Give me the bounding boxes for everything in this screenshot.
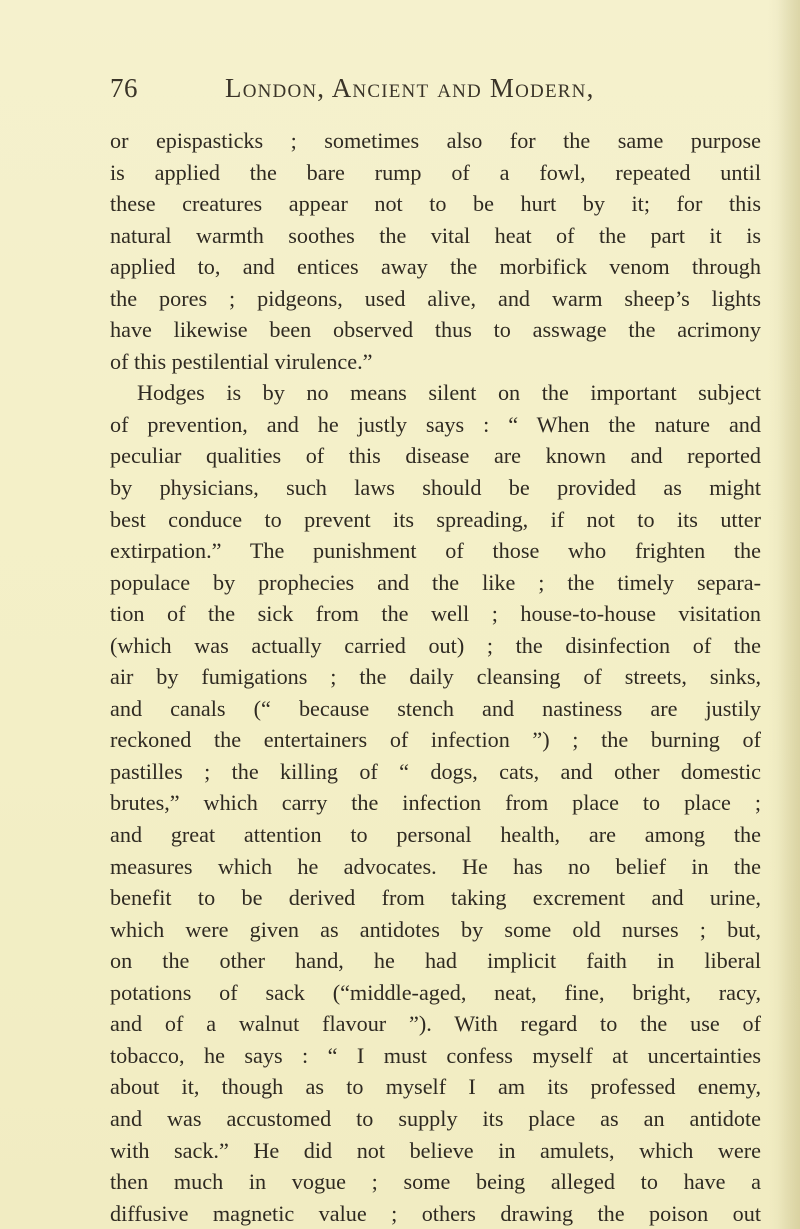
running-title: London, Ancient and Modern, (225, 73, 595, 103)
text-line: reckoned the entertainers of infection ”) ; the burning of (110, 727, 761, 753)
text-line: populace by prophecies and the like ; the timely separa- (110, 569, 761, 595)
page-number: 76 (110, 73, 138, 103)
text-line: best conduce to prevent its spreading, if not to its utter (110, 506, 761, 532)
text-line: and of a walnut flavour ”). With regard to the use of (110, 1011, 761, 1037)
text-line: brutes,” which carry the infection from place to place ; (110, 790, 761, 816)
text-line: diffusive magnetic value ; others drawing the poison out (110, 1200, 761, 1226)
page-header (110, 73, 770, 113)
text-line: and was accustomed to supply its place as an antidote (110, 1105, 761, 1131)
text-line: pastilles ; the killing of “ dogs, cats, and other domestic (110, 758, 761, 784)
text-line: tion of the sick from the well ; house-to-house visitation (110, 601, 761, 627)
text-line: and great attention to personal health, are among the (110, 822, 761, 848)
text-line: these creatures appear not to be hurt by it; for this (110, 191, 761, 217)
text-line: potations of sack (“middle-aged, neat, fine, bright, racy, (110, 979, 761, 1005)
text-line: extirpation.” The punishment of those who frighten the (110, 538, 761, 564)
text-line: applied to, and entices away the morbifick venom through (110, 254, 761, 280)
text-line: and canals (“ because stench and nastiness are justily (110, 695, 761, 721)
text-line: the pores ; pidgeons, used alive, and warm sheep’s lights (110, 285, 761, 311)
text-line: tobacco, he says : “ I must confess myself at uncertainties (110, 1042, 761, 1068)
text-line: of prevention, and he justly says : “ When the nature and (110, 411, 761, 437)
text-line: have likewise been observed thus to asswage the acrimony (110, 317, 761, 343)
text-line: then much in vogue ; some being alleged to have a (110, 1169, 761, 1195)
text-line: by physicians, such laws should be provided as might (110, 475, 761, 501)
text-line: natural warmth soothes the vital heat of the part it is (110, 222, 761, 248)
text-line: Hodges is by no means silent on the important subject (137, 380, 761, 406)
text-line: or epispasticks ; sometimes also for the same purpose (110, 128, 761, 153)
text-line: about it, though as to myself I am its professed enemy, (110, 1074, 761, 1100)
text-line: air by fumigations ; the daily cleansing of streets, sinks, (110, 664, 761, 690)
text-line: is applied the bare rump of a fowl, repeated until (110, 159, 761, 185)
text-line: with sack.” He did not believe in amulets, which were (110, 1137, 761, 1163)
text-line: (which was actually carried out) ; the disinfection of the (110, 632, 761, 658)
text-line: which were given as antidotes by some old nurses ; but, (110, 916, 761, 942)
text-line: of this pestilential virulence.” (110, 348, 373, 374)
body-text (110, 125, 761, 1229)
page-edge-shadow (778, 0, 800, 1229)
text-line: on the other hand, he had implicit faith in liberal (110, 948, 761, 974)
text-line: peculiar qualities of this disease are known and reported (110, 443, 761, 469)
text-line: benefit to be derived from taking excrement and urine, (110, 885, 761, 911)
text-line: measures which he advocates. He has no belief in the (110, 853, 761, 879)
